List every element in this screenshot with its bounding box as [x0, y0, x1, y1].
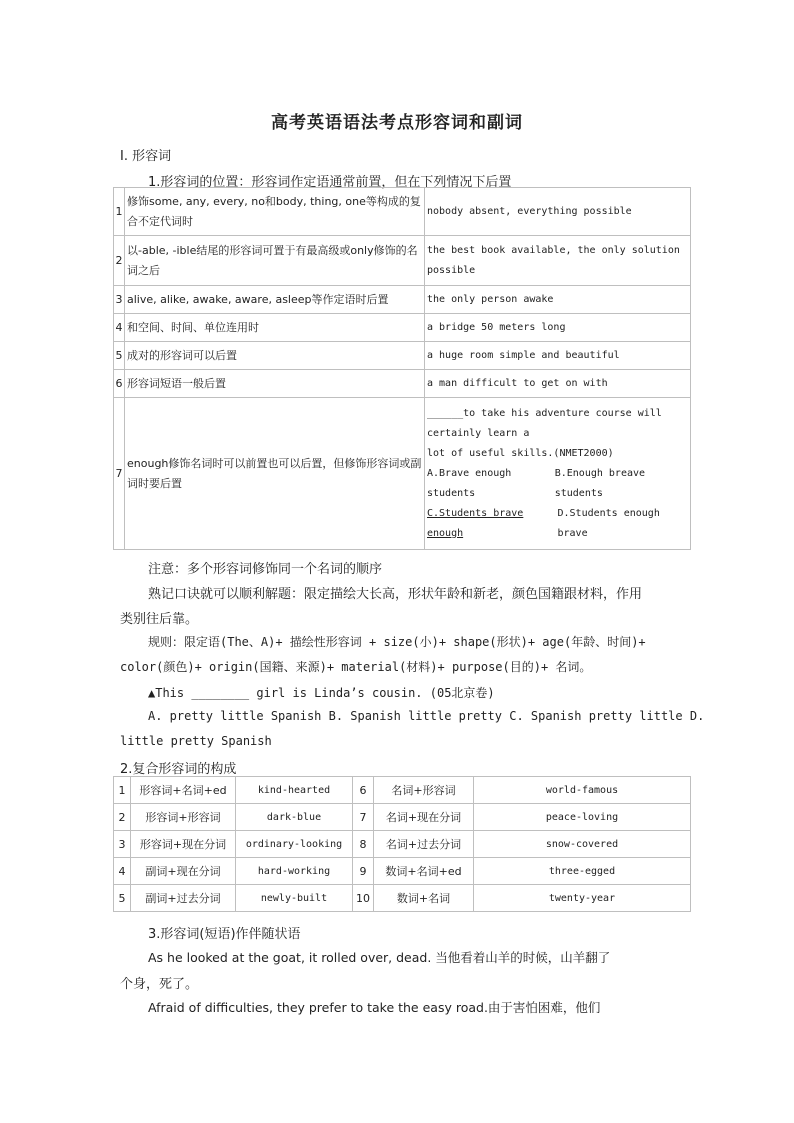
table-row	[114, 831, 691, 858]
row-number: 7	[353, 804, 374, 831]
formation-cell: 名词+形容词	[374, 777, 474, 804]
subheading-compound-adjectives: 2.复合形容词的构成	[120, 762, 237, 777]
table-row	[114, 188, 691, 236]
row-number: 1	[114, 188, 125, 236]
subheading-adjective-position: 1.形容词的位置：形容词作定语通常前置，但在下列情况下后置	[148, 175, 512, 190]
rule-cell: 和空间、时间、单位连用时	[125, 314, 425, 342]
row-number: 9	[353, 858, 374, 885]
page-title: 高考英语语法考点形容词和副词	[271, 113, 523, 133]
row-number: 4	[114, 314, 125, 342]
table-row	[114, 342, 691, 370]
row-number: 6	[353, 777, 374, 804]
table-row	[114, 398, 691, 550]
example-cell: peace-loving	[474, 804, 691, 831]
example-cell: ordinary-looking	[236, 831, 353, 858]
rule-line: color(颜色)+ origin(国籍、来源)+ material(材料)+ purpose(目的)+ 名词。	[120, 660, 592, 674]
table-row	[114, 777, 691, 804]
mnemonic-line: 类别往后靠。	[120, 612, 199, 627]
row-number: 10	[353, 885, 374, 912]
option-d: D.Students enough brave	[557, 507, 660, 539]
row-number: 2	[114, 804, 131, 831]
question-line: lot of useful skills.(NMET2000)	[427, 447, 614, 459]
example-cell: snow-covered	[474, 831, 691, 858]
formation-cell: 数词+名词	[374, 885, 474, 912]
formation-cell: 名词+现在分词	[374, 804, 474, 831]
rule-cell: 成对的形容词可以后置	[125, 342, 425, 370]
example-cell: world-famous	[474, 777, 691, 804]
subheading-adverbial-adjectives: 3.形容词(短语)作伴随状语	[148, 927, 301, 942]
row-number: 5	[114, 342, 125, 370]
row-number: 3	[114, 286, 125, 314]
example-cell: twenty-year	[474, 885, 691, 912]
formation-cell: 形容词+形容词	[131, 804, 236, 831]
rule-cell: 修饰some, any, every, no和body, thing, one等构成的复合不定代词时	[125, 188, 425, 236]
example-cell: newly-built	[236, 885, 353, 912]
example-cell: a bridge 50 meters long	[425, 314, 691, 342]
example-cell: the best book available, the only solution possible	[425, 236, 691, 286]
table-row	[114, 885, 691, 912]
options-line: little pretty Spanish	[120, 734, 272, 748]
example-cell: three-egged	[474, 858, 691, 885]
option-a: A.Brave enough students	[427, 467, 512, 499]
note-heading: 注意：多个形容词修饰同一个名词的顺序	[148, 562, 383, 577]
option-b: B.Enough breave students	[554, 467, 646, 499]
table-row	[114, 370, 691, 398]
example-cell: nobody absent, everything possible	[425, 188, 691, 236]
formation-cell: 副词+现在分词	[131, 858, 236, 885]
option-c-answer: C.Students brave enough	[427, 507, 524, 539]
question-line: ______to take his adventure course will certainly learn a	[427, 407, 662, 439]
example-cell: a huge room simple and beautiful	[425, 342, 691, 370]
example-cell: the only person awake	[425, 286, 691, 314]
formation-cell: 副词+过去分词	[131, 885, 236, 912]
example-cell	[425, 398, 691, 550]
adjective-position-table	[113, 187, 691, 550]
table-row	[114, 858, 691, 885]
row-number: 1	[114, 777, 131, 804]
rule-cell: enough修饰名词时可以前置也可以后置，但修饰形容词或副词时要后置	[125, 398, 425, 550]
row-number: 6	[114, 370, 125, 398]
example-sentence: As he looked at the goat, it rolled over, dead. 当他看着山羊的时候，山羊翻了	[148, 950, 611, 965]
example-cell: dark-blue	[236, 804, 353, 831]
table-row	[114, 314, 691, 342]
option-row	[427, 464, 688, 504]
table-row	[114, 286, 691, 314]
table-row	[114, 804, 691, 831]
row-number: 8	[353, 831, 374, 858]
example-sentence: Afraid of difficulties, they prefer to take the easy road.由于害怕困难，他们	[148, 1000, 601, 1015]
example-cell: hard-working	[236, 858, 353, 885]
section-heading-adjectives: I. 形容词	[120, 149, 172, 164]
table-row	[114, 236, 691, 286]
formation-cell: 数词+名词+ed	[374, 858, 474, 885]
mnemonic-line: 熟记口诀就可以顺利解题：限定描绘大长高，形状年龄和新老，颜色国籍跟材料，作用	[148, 587, 643, 602]
formation-cell: 形容词+名词+ed	[131, 777, 236, 804]
rule-line: 规则：限定语(The、A)+ 描绘性形容词 + size(小)+ shape(形状)+ age(年龄、时间)+	[148, 635, 646, 649]
rule-cell: 以-able, -ible结尾的形容词可置于有最高级或only修饰的名词之后	[125, 236, 425, 286]
example-cell: a man difficult to get on with	[425, 370, 691, 398]
option-row	[427, 504, 688, 544]
row-number: 2	[114, 236, 125, 286]
row-number: 4	[114, 858, 131, 885]
question-line: ▲This ________ girl is Linda’s cousin. (05北京卷)	[148, 686, 495, 700]
compound-adjective-table	[113, 776, 691, 912]
row-number: 3	[114, 831, 131, 858]
example-sentence: 个身，死了。	[120, 977, 199, 992]
rule-cell: alive, alike, awake, aware, asleep等作定语时后置	[125, 286, 425, 314]
formation-cell: 形容词+现在分词	[131, 831, 236, 858]
row-number: 5	[114, 885, 131, 912]
example-cell: kind-hearted	[236, 777, 353, 804]
formation-cell: 名词+过去分词	[374, 831, 474, 858]
options-line: A. pretty little Spanish B. Spanish little pretty C. Spanish pretty little D.	[148, 709, 705, 723]
rule-cell: 形容词短语一般后置	[125, 370, 425, 398]
row-number: 7	[114, 398, 125, 550]
